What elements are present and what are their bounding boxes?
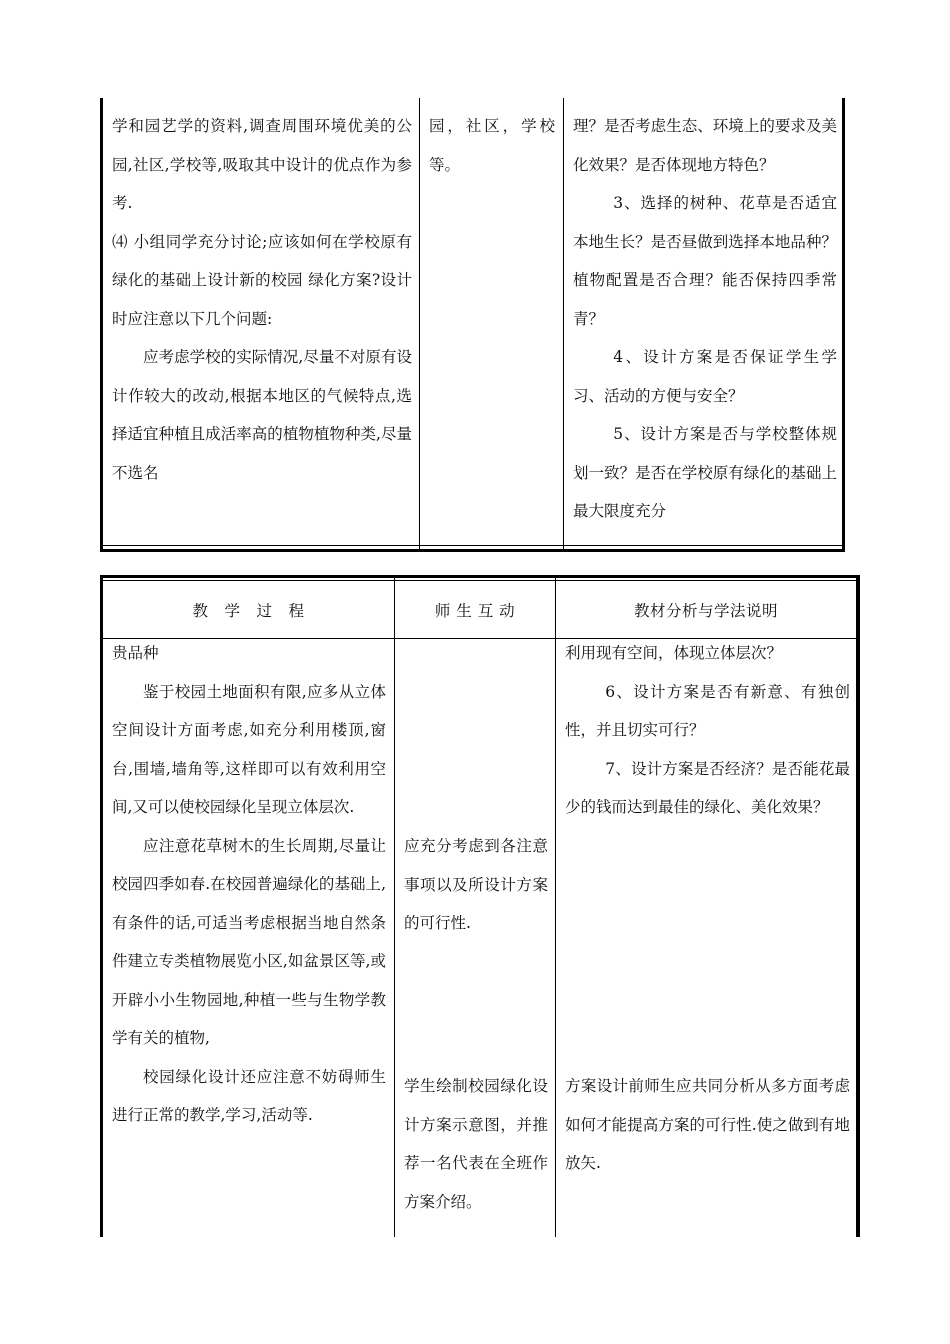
table-1-analysis-column (573, 107, 837, 531)
table-1-inner-bottom-rule (103, 545, 842, 546)
table-2-process-text-3: 应注意花草树木的生长周期,尽量让校园四季如春.在校园普遍绿化的基础上,有条件的话,可适当考虑根据当地自然条件建立专类植物展览小区,如盆景区等,或开辟小小生物园地,种植一些与生物学教学有关的植物, (112, 836, 386, 1047)
header-teacher-student-interaction: 师 生 互 动 (434, 602, 516, 620)
table-2-analysis-text-3: 7、设计方案是否经济？是否能花最少的钱而达到最佳的绿化、美化效果？ (565, 759, 850, 816)
table-1-analysis-text-3: 4、设计方案是否保证学生学习、活动的方便与安全？ (573, 348, 837, 405)
table-2 (100, 575, 860, 1237)
table-2-interaction-text-1: 应充分考虑到各注意事项以及所设计方案的可行性. (404, 837, 548, 932)
table-2-divider-2 (555, 578, 556, 1237)
table-2-analysis-text-2: 6、设计方案是否有新意、有独创性，并且切实可行？ (565, 682, 850, 739)
table-2-inner-top-rule (103, 580, 857, 581)
table-2-analysis-text-1: 利用现有空间，体现立体层次？ (565, 644, 783, 662)
table-2-interaction-text-2: 学生绘制校园绿化设计方案示意图，并推荐一名代表在全班作方案介绍。 (404, 1077, 548, 1211)
table-2-divider-1 (394, 578, 395, 1237)
table-1-divider-2 (563, 98, 564, 549)
table-2-process-column (112, 634, 386, 1135)
table-1-analysis-text-2: 3、选择的树种、花草是否适宜本地生长？是否昼做到选择本地品种？植物配置是否合理？能否保持四季常青？ (573, 194, 837, 328)
table-1 (100, 98, 845, 552)
table-2-process-text-4: 校园绿化设计还应注意不妨碍师生进行正常的教学,学习,活动等. (112, 1067, 386, 1124)
table-1-analysis-text-4: 5、设计方案是否与学校整体规划一致？是否在学校原有绿化的基础上最大限度充分 (573, 425, 837, 520)
table-1-process-text-3: 应考虑学校的实际情况,尽量不对原有设计作较大的改动,根据本地区的气候特点,选择适宜种植且成活率高的植物植物种类,尽量不选名 (112, 348, 412, 482)
table-2-inner-right-rule (856, 578, 857, 1237)
header-teaching-process: 教 学 过 程 (192, 602, 305, 620)
header-material-analysis: 教材分析与学法说明 (633, 602, 778, 620)
table-2-process-text-1: 贵品种 (112, 644, 159, 662)
table-2-process-text-2: 鉴于校园土地面积有限,应多从立体空间设计方面考虑,如充分利用楼顶,窗台,围墙,墙角等,这样即可以有效利用空间,又可以使校园绿化呈现立体层次. (112, 682, 386, 816)
table-2-analysis-text-4: 方案设计前师生应共同分析从多方面考虑如何才能提高方案的可行性.使之做到有地放矢. (565, 1077, 850, 1172)
table-1-process-text-1: 学和园艺学的资料,调查周围环境优美的公园,社区,学校等,吸取其中设计的优点作为参考. (112, 117, 412, 212)
table-1-divider-1 (419, 98, 420, 549)
table-1-interaction-text: 园，社区，学校等。 (429, 117, 555, 174)
table-2-interaction-column-1 (404, 827, 548, 943)
table-1-analysis-text-1: 理？是否考虑生态、环境上的要求及美化效果？是否体现地方特色？ (573, 117, 837, 174)
table-2-analysis-column-lower (565, 1067, 850, 1183)
table-2-analysis-column (565, 634, 850, 827)
table-2-interaction-column-2 (404, 1067, 548, 1221)
table-1-process-column (112, 107, 412, 492)
table-1-process-text-2: ⑷ 小组同学充分讨论;应该如何在学校原有绿化的基础上设计新的校园 绿化方案?设计时应注意以下几个问题: (112, 232, 412, 328)
table-1-interaction-column (429, 107, 555, 184)
